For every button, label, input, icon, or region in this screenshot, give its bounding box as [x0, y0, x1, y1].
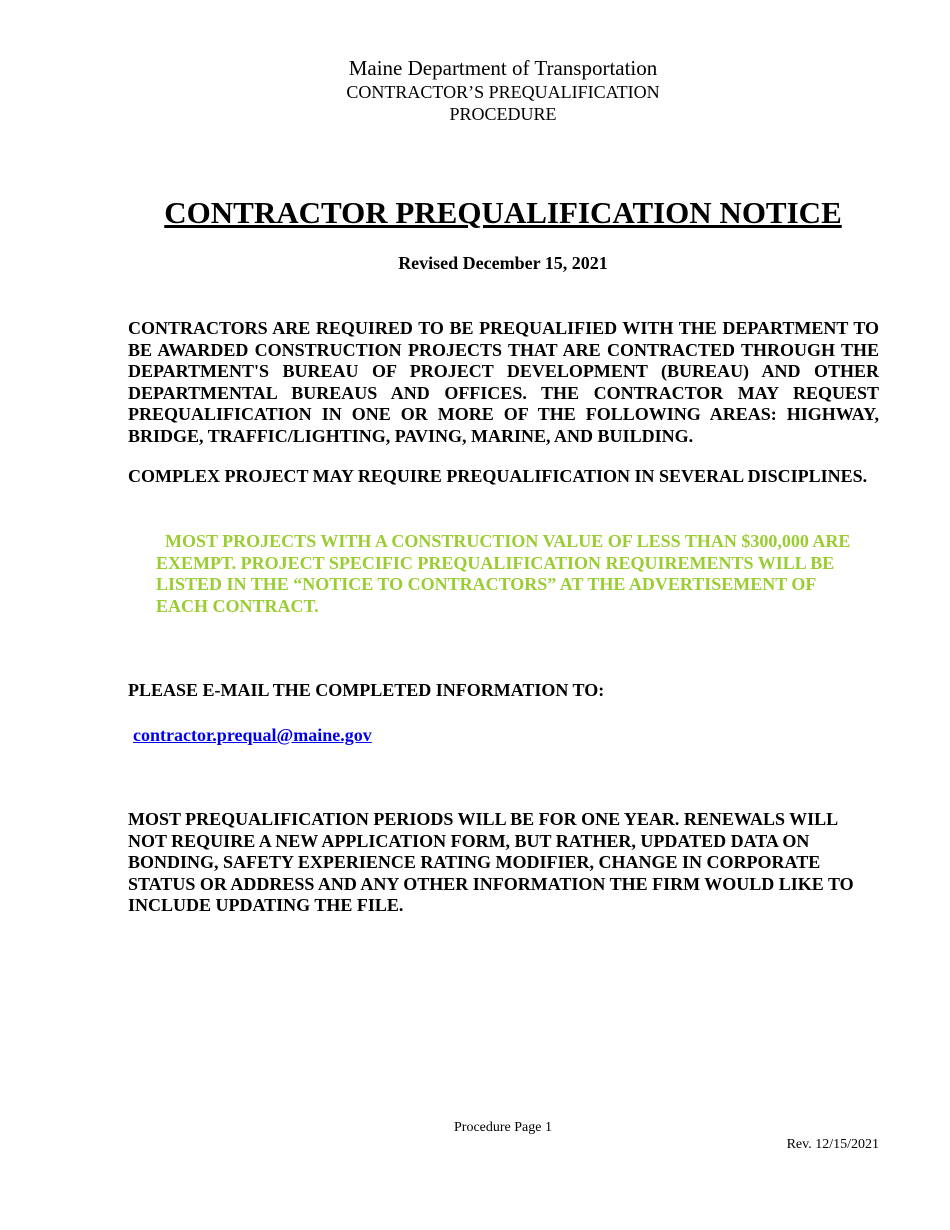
complex-project-paragraph: COMPLEX PROJECT MAY REQUIRE PREQUALIFICATION IN SEVERAL DISCIPLINES.: [128, 466, 868, 486]
notice-title: CONTRACTOR PREQUALIFICATION NOTICE: [164, 195, 842, 230]
procedure-subtitle-line2: PROCEDURE: [449, 104, 557, 124]
contact-email-link[interactable]: contractor.prequal@maine.gov: [133, 725, 372, 745]
document-header: [0, 56, 950, 125]
page-number: Procedure Page 1: [454, 1120, 552, 1135]
email-instruction: PLEASE E-MAIL THE COMPLETED INFORMATION TO:: [128, 680, 605, 700]
requirement-paragraph: CONTRACTORS ARE REQUIRED TO BE PREQUALIFIED WITH THE DEPARTMENT TO BE AWARDED CONSTRUCTION PROJECTS THAT ARE CONTRACTED THROUGH THE DEPARTMENT'S BUREAU OF PROJECT DEVELOPMENT (BUREAU) AND OTHER DEPARTMENTAL BUREAUS AND OFFICES. THE CONTRACTOR MAY REQUEST PREQUALIFICATION IN ONE OR MORE OF THE FOLLOWING AREAS: HIGHWAY, BRIDGE, TRAFFIC/LIGHTING, PAVING, MARINE, AND BUILDING.: [128, 318, 879, 446]
revised-date: Revised December 15, 2021: [398, 253, 608, 273]
revision-stamp: Rev. 12/15/2021: [786, 1137, 879, 1152]
exemption-paragraph: MOST PROJECTS WITH A CONSTRUCTION VALUE OF LESS THAN $300,000 ARE EXEMPT. PROJECT SPECIFIC PREQUALIFICATION REQUIREMENTS WILL BE LISTED IN THE “NOTICE TO CONTRACTORS” AT THE ADVERTISEMENT OF EACH CONTRACT.: [156, 531, 851, 616]
renewal-paragraph: MOST PREQUALIFICATION PERIODS WILL BE FOR ONE YEAR. RENEWALS WILL NOT REQUIRE A NEW APPLICATION FORM, BUT RATHER, UPDATED DATA ON BONDING, SAFETY EXPERIENCE RATING MODIFIER, CHANGE IN CORPORATE STATUS OR ADDRESS AND ANY OTHER INFORMATION THE FIRM WOULD LIKE TO INCLUDE UPDATING THE FILE.: [128, 809, 854, 915]
organization-name: Maine Department of Transportation: [348, 56, 658, 80]
procedure-subtitle-line1: CONTRACTOR’S PREQUALIFICATION: [346, 82, 660, 102]
